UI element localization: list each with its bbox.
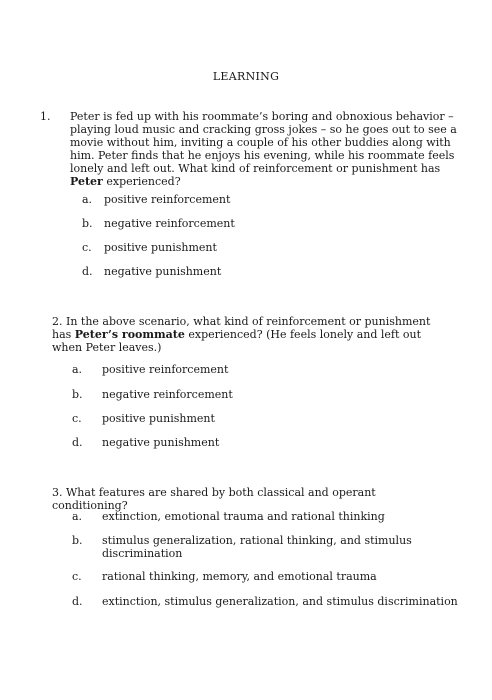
- option-text: negative reinforcement: [104, 217, 235, 230]
- option-letter: b.: [82, 217, 93, 230]
- option-text: stimulus generalization, rational thinking, and stimulus discrimination: [102, 534, 412, 560]
- option-text: extinction, stimulus generalization, and stimulus discrimination: [102, 595, 458, 608]
- question-2-text-start: 2. In the above scenario, what kind of reinforcement or punishment has: [52, 315, 431, 341]
- question-1-text: [70, 110, 462, 188]
- question-3-text: 3. What features are shared by both classical and operant conditioning?: [52, 486, 376, 512]
- option-text: rational thinking, memory, and emotional trauma: [102, 570, 377, 583]
- option-letter: d.: [82, 265, 93, 278]
- option-text: negative punishment: [102, 436, 220, 449]
- option-letter: b.: [72, 388, 83, 401]
- option-letter: d.: [72, 595, 83, 608]
- option-letter: c.: [72, 570, 82, 583]
- question-2-text-end: experienced? (He feels lonely and left out when Peter leaves.): [52, 328, 422, 354]
- option-text: positive reinforcement: [104, 193, 231, 206]
- question-1-text-end: experienced?: [102, 175, 181, 188]
- option-text: positive punishment: [104, 241, 217, 254]
- option-letter: a.: [72, 510, 83, 523]
- option-text: negative reinforcement: [102, 388, 233, 401]
- question-1-subject: Peter: [70, 175, 103, 188]
- option-text: positive reinforcement: [102, 363, 229, 376]
- option-letter: c.: [82, 241, 92, 254]
- page-title: LEARNING: [212, 70, 280, 83]
- question-1-text-start: Peter is fed up with his roommate’s boring and obnoxious behavior – playing loud music and cracking gross jokes – so he goes out to see a movie without him, inviting a couple of his other buddies along with him. Peter finds that he enjoys his evening, while his roommate feels lonely and left out. What kind of reinforcement or punishment has: [70, 110, 457, 175]
- question-2-text: [52, 315, 452, 354]
- option-letter: b.: [72, 534, 83, 547]
- option-letter: a.: [82, 193, 93, 206]
- option-letter: c.: [72, 412, 82, 425]
- option-letter: d.: [72, 436, 83, 449]
- option-text: negative punishment: [104, 265, 222, 278]
- question-1-number: 1.: [40, 110, 51, 123]
- option-letter: a.: [72, 363, 83, 376]
- question-2-subject: Peter’s roommate: [74, 328, 185, 341]
- option-text: extinction, emotional trauma and rational thinking: [102, 510, 385, 523]
- option-text: positive punishment: [102, 412, 215, 425]
